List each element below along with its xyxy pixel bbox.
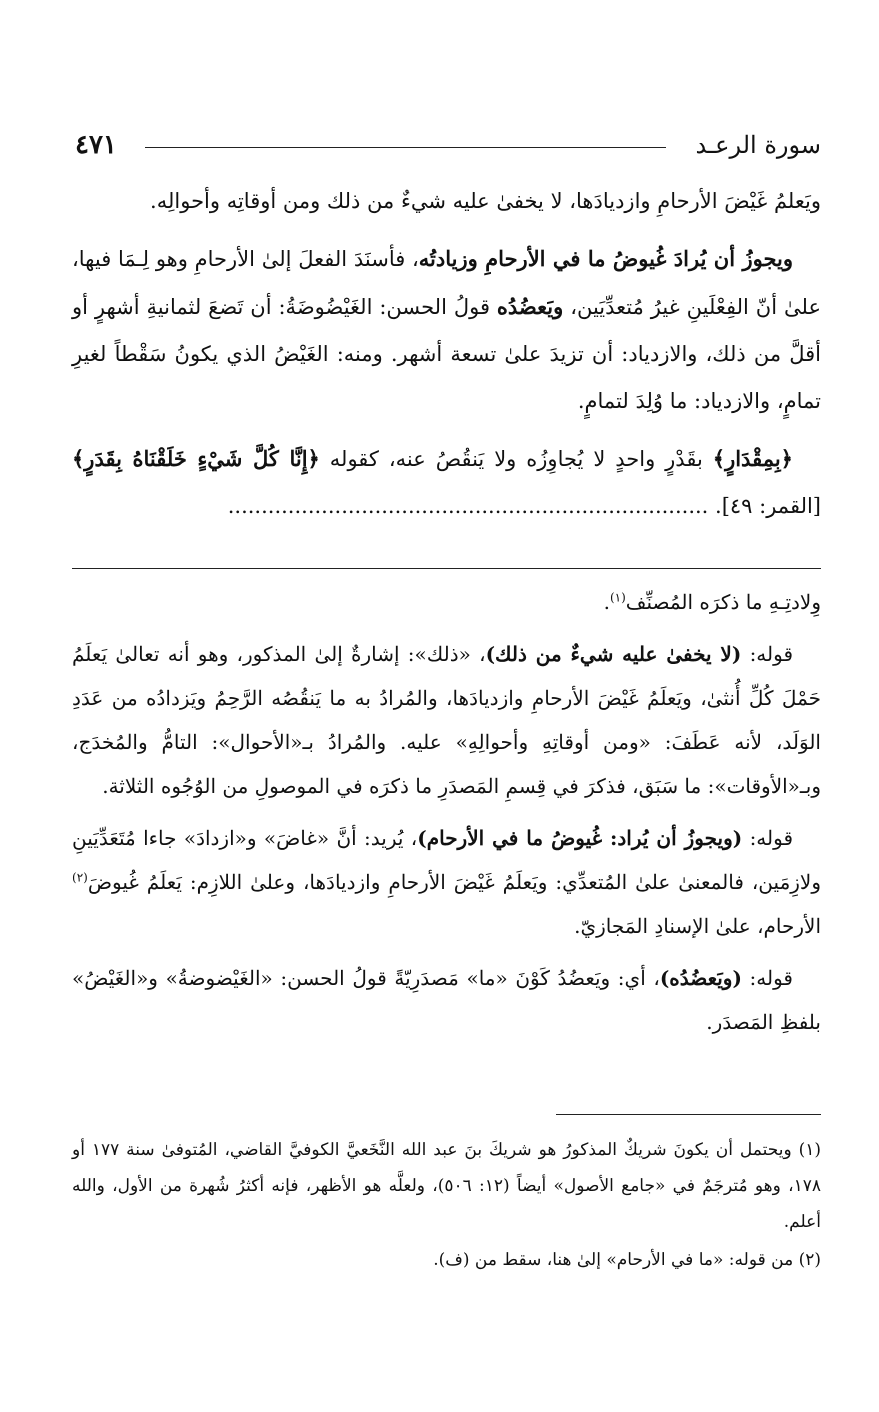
page-header xyxy=(75,128,821,164)
commentary xyxy=(72,580,821,1052)
page-number: ٤٧١ xyxy=(75,130,117,160)
verse-reference: [القمر: ٤٩]. xyxy=(715,494,821,518)
main-paragraph-1: ويَعلمُ غَيْضَ الأرحامِ وازديادَها، لا يخفىٰ عليه شيءٌ من ذلك ومن أوقاتِه وأحوالِه. xyxy=(150,189,821,213)
dotted-leader: ........................................................................ xyxy=(227,494,709,518)
main-paragraph-3: ﴿بِمِقْدَارٍ﴾ بقَدْرٍ واحدٍ لا يُجاوِزُه ولا يَنقُصُ عنه، كقوله ﴿إِنَّا كُلَّ شَيْءٍ خَلَقْنَاهُ بِقَدَرٍ﴾ [القمر: ٤٩]. ........................................................................ xyxy=(72,446,821,518)
footnotes xyxy=(72,1132,821,1280)
footnote-1: (١) ويحتمل أن يكونَ شريكٌ المذكورُ هو شريكَ بنَ عبد الله النَّخَعيَّ الكوفيَّ القاضي، المُتوفىٰ سنة ١٧٧ أو ١٧٨، وهو مُترجَمٌ في «جامع الأصول» أيضاً (١٢: ٥٠٦)، ولعلَّه هو الأظهر، فإنه أكثرُ شُهرة من الأول، والله أعلم. xyxy=(72,1140,821,1232)
commentary-paragraph-4: قوله: (ويَعضُدُه)، أي: ويَعضُدُ كَوْنَ «ما» مَصدَرِيّةً قولُ الحسن: «الغَيْضوضةُ» و«الغَيْضُ» بلفظِ المَصدَر. xyxy=(72,966,821,1034)
footnote-rule xyxy=(556,1114,821,1115)
quran-quote: ﴿إِنَّا كُلَّ شَيْءٍ خَلَقْنَاهُ بِقَدَرٍ﴾ xyxy=(72,446,320,471)
main-paragraph-2: ويجوزُ أن يُرادَ غُيوضُ ما في الأرحامِ وزيادتُه، فأسنَدَ الفعلَ إلىٰ الأرحامِ وهو لِـمَا فيها، علىٰ أنّ الفِعْلَينِ غيرُ مُتعدِّيَين، ويَعضُدُه قولُ الحسن: الغَيْضُوضَةُ: أن تَضعَ لثمانيةِ أشهرٍ أو أقلَّ من ذلك، والازدياد: أن تزيدَ علىٰ تسعة أشهر. ومنه: الغَيْضُ الذي يكونُ سَقْطاً لغيرِ تمامٍ، والازدياد: ما وُلِدَ لتمامٍ. xyxy=(72,246,821,413)
footnote-marker-1: (١) xyxy=(609,590,626,605)
commentary-paragraph-1: وِلادتِـهِ ما ذكرَه المُصنِّف$^{(١)}$. xyxy=(603,590,821,614)
text-divider xyxy=(72,568,821,569)
commentary-paragraph-2: قوله: (لا يخفىٰ عليه شيءٌ من ذلك)، «ذلك»: إشارةٌ إلىٰ المذكور، وهو أنه تعالىٰ يَعلَمُ حَمْلَ كُلِّ أُنثىٰ، ويَعلَمُ غَيْضَ الأرحامِ وازديادَها، والمُرادُ به ما يَنقُصُه الرَّحِمُ ويَزدادُه من عَدَدِ الوَلَد، لأنه عَطَفَ: «ومن أوقاتِهِ وأحوالِهِ» عليه. والمُرادُ بـ«الأحوال»: التامُّ والمُخدَج، وبـ«الأوقات»: ما سَبَق، فذكرَ في قِسمِ المَصدَرِ ما ذكرَه في الموصولِ من الوُجُوه الثلاثة. xyxy=(72,642,821,798)
running-title: سورة الرعـد xyxy=(695,131,821,159)
footnote-2: (٢) من قوله: «ما في الأرحام» إلىٰ هنا، سقط من (ف). xyxy=(433,1250,821,1270)
quran-word: ﴿بِمِقْدَارٍ﴾ xyxy=(712,446,793,471)
footnote-marker-2: (٢) xyxy=(72,870,88,885)
header-rule xyxy=(145,147,666,148)
main-text xyxy=(72,178,821,540)
commentary-paragraph-3: قوله: (ويجوزُ أن يُراد: غُيوضُ ما في الأرحام)، يُريد: أنَّ «غاضَ» و«ازدادَ» جاءا مُتَعَدِّيَينِ ولازِمَين، فالمعنىٰ علىٰ المُتعدِّي: ويَعلَمُ غَيْضَ الأرحامِ وازديادَها، وعلىٰ اللازِم: يَعلَمُ غُيوضَ$^{(٢)}$ الأرحام، علىٰ الإسنادِ المَجازيّ. xyxy=(72,826,821,938)
